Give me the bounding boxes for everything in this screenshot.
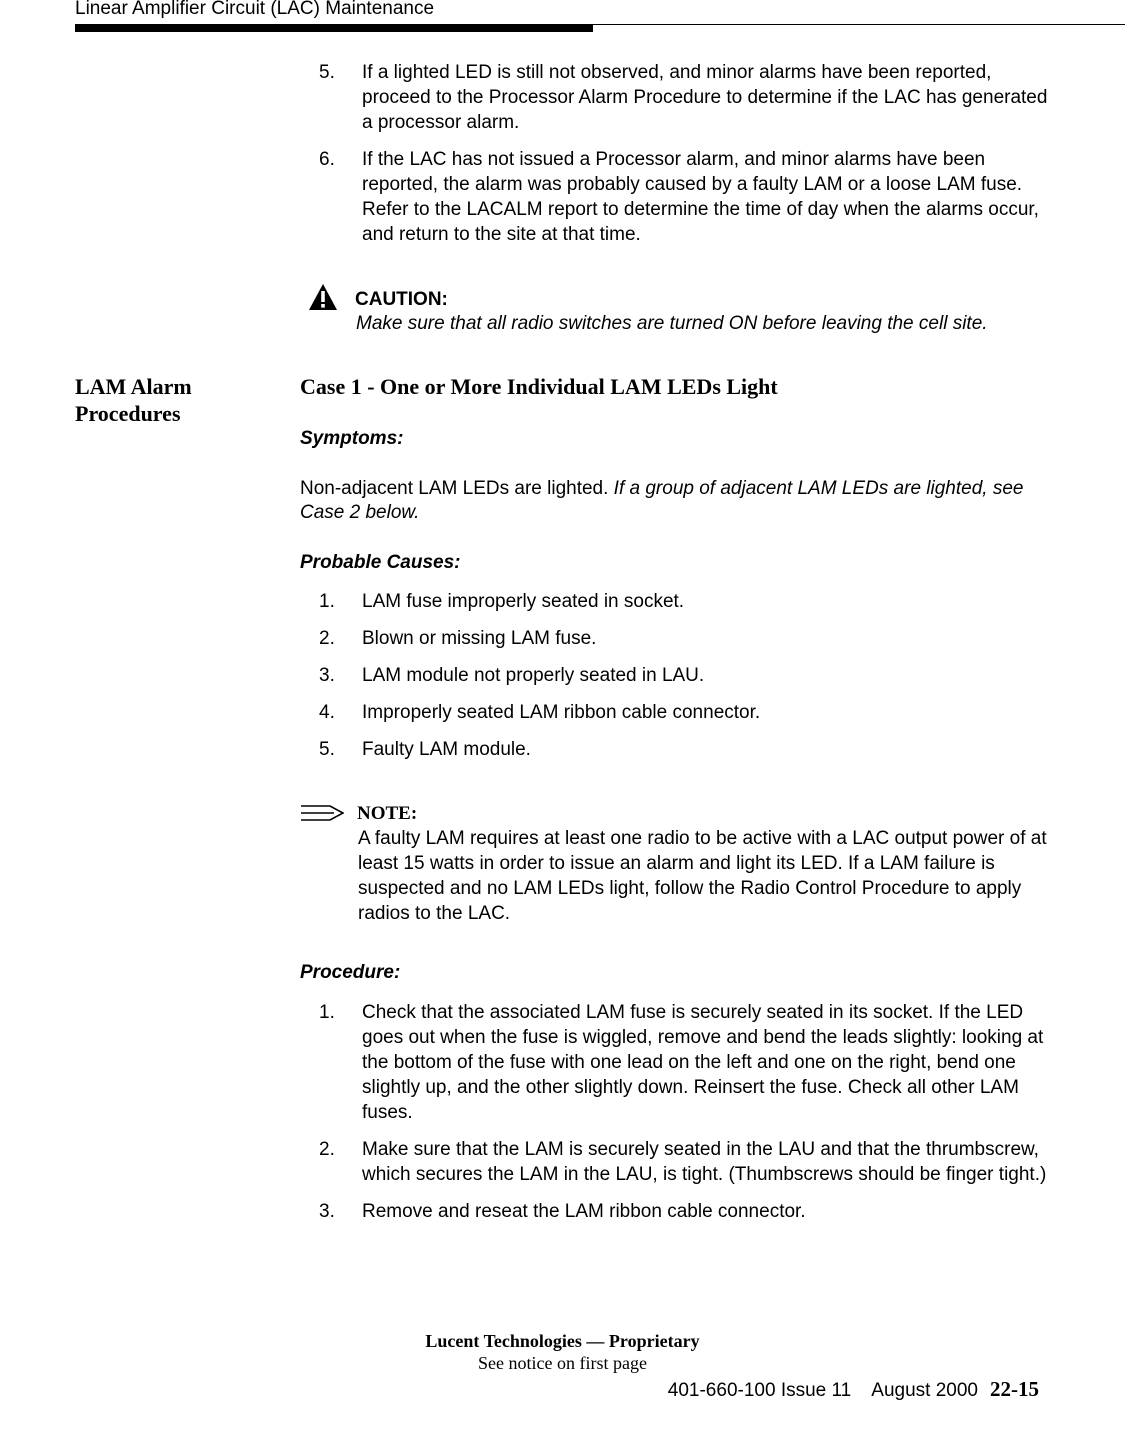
- side-heading: LAM Alarm Procedures: [75, 374, 192, 426]
- list-item: [300, 700, 1050, 725]
- caution-text: Make sure that all radio switches are turned ON before leaving the cell site.: [356, 313, 988, 334]
- step-text: Remove and reseat the LAM ribbon cable connector.: [362, 1201, 806, 1222]
- cause-number: 5.: [319, 739, 335, 760]
- page-number: 22-15: [990, 1377, 1039, 1401]
- step-number: 1.: [319, 1002, 335, 1023]
- cause-text: Blown or missing LAM fuse.: [362, 628, 597, 649]
- header-bar: [75, 24, 593, 32]
- list-item: [300, 1137, 1050, 1187]
- step-text: If the LAC has not issued a Processor alarm, and minor alarms have been reported, the alarm was probably caused by a faulty LAM or a loose LAM fuse. Refer to the LACALM report to determine the time of day when the alarms occur, and return to the site at that time.: [362, 149, 1039, 245]
- cause-text: LAM module not properly seated in LAU.: [362, 665, 705, 686]
- procedure-heading: Procedure:: [300, 962, 401, 983]
- cause-text: LAM fuse improperly seated in socket.: [362, 591, 685, 612]
- caution-title: CAUTION:: [355, 289, 448, 310]
- symptoms-text: [300, 477, 1060, 525]
- symptoms-italic: If a group of adjacent LAM LEDs are lighted, see Case 2 below.: [300, 478, 1024, 523]
- list-item: [300, 60, 1050, 135]
- step-number: 2.: [319, 1139, 335, 1160]
- step-text: If a lighted LED is still not observed, and minor alarms have been reported, proceed to the Processor Alarm Procedure to determine if the LAC has generated a processor alarm.: [362, 62, 1048, 133]
- continued-step-list: [300, 60, 1050, 259]
- note-text: A faulty LAM requires at least one radio to be active with a LAC output power of at least 15 watts in order to issue an alarm and light its LED. If a LAM failure is suspected and no LAM LEDs light, follow the Radio Control Procedure to apply radios to the LAC.: [358, 828, 1047, 924]
- step-text: Make sure that the LAM is securely seated in the LAU and that the thrumbscrew, which secures the LAM in the LAU, is tight. (Thumbscrews should be finger tight.): [362, 1139, 1047, 1185]
- warning-triangle-icon: [308, 283, 338, 311]
- cause-number: 2.: [319, 628, 335, 649]
- list-item: [300, 589, 1050, 614]
- step-text: Check that the associated LAM fuse is securely seated in its socket. If the LED goes out when the fuse is wiggled, remove and bend the leads slightly: looking at the bottom of the fuse with one lead on the left and one on the right, bend one slightly up, and the other slightly down. Reinsert the fuse. Check all other LAM fuses.: [362, 1002, 1044, 1123]
- footer-doc-info: 401-660-100 Issue 11 August 2000: [667, 1380, 978, 1401]
- cause-number: 4.: [319, 702, 335, 723]
- cause-text: Improperly seated LAM ribbon cable connector.: [362, 702, 761, 723]
- probable-causes-list: [300, 589, 1050, 774]
- list-item: [300, 663, 1050, 688]
- probable-causes-heading: Probable Causes:: [300, 552, 461, 573]
- step-number: 5.: [319, 62, 335, 83]
- note-arrow-icon: [300, 805, 344, 821]
- step-number: 3.: [319, 1201, 335, 1222]
- footer-company: Lucent Technologies — Proprietary: [425, 1331, 700, 1351]
- cause-text: Faulty LAM module.: [362, 739, 531, 760]
- list-item: [300, 737, 1050, 762]
- step-number: 6.: [319, 149, 335, 170]
- symptoms-heading: Symptoms:: [300, 428, 404, 449]
- cause-number: 1.: [319, 591, 335, 612]
- list-item: [300, 626, 1050, 651]
- footer-notice: See notice on first page: [478, 1353, 647, 1373]
- list-item: [300, 1000, 1050, 1125]
- note-title: NOTE:: [357, 803, 418, 824]
- case-heading: Case 1 - One or More Individual LAM LEDs Light: [300, 374, 778, 399]
- list-item: [300, 1199, 1050, 1224]
- running-header-title: Linear Amplifier Circuit (LAC) Maintenance: [75, 0, 435, 19]
- procedure-list: [300, 1000, 1050, 1236]
- cause-number: 3.: [319, 665, 335, 686]
- list-item: [300, 147, 1050, 247]
- symptoms-plain: Non-adjacent LAM LEDs are lighted.: [300, 478, 609, 499]
